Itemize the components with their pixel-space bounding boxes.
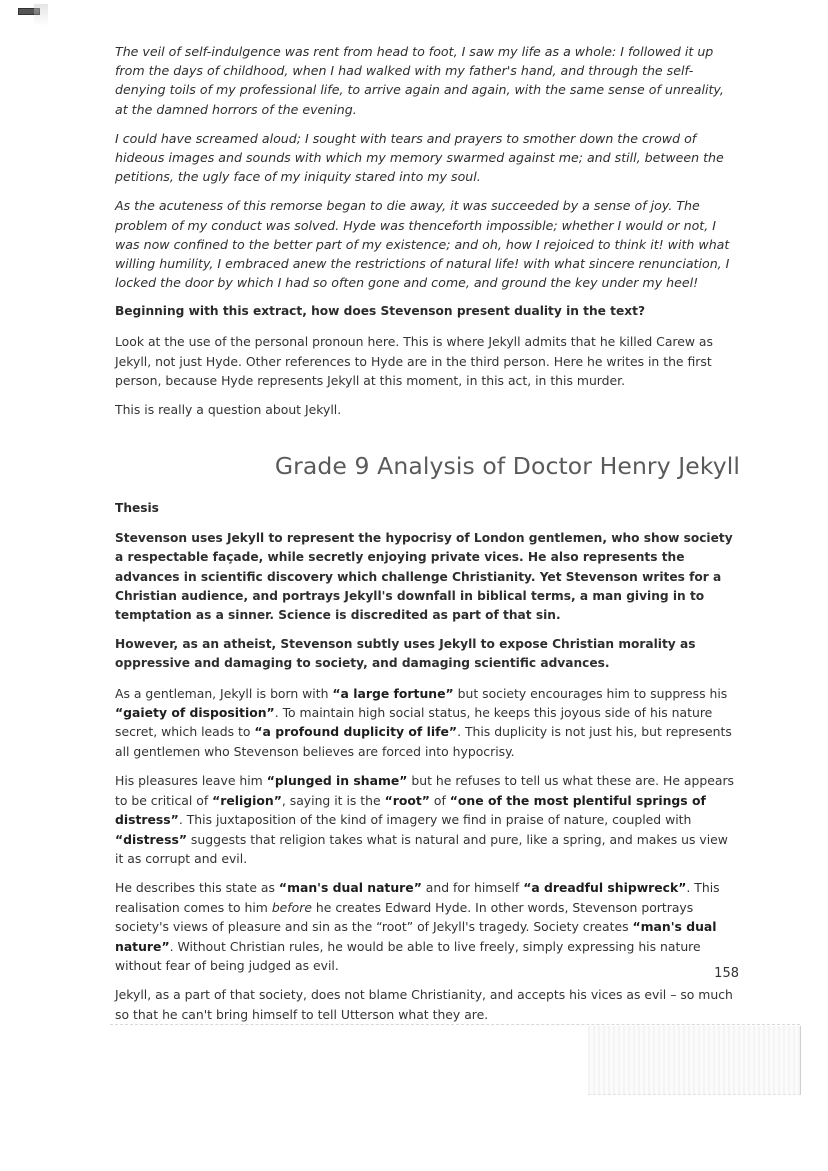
quotation: “man's dual nature”: [278, 880, 422, 896]
quotation: “distress”: [115, 831, 187, 847]
text-run: He describes this state as: [115, 880, 279, 896]
quotation: “man's dual nature”: [115, 919, 717, 954]
page-number: 158: [714, 966, 739, 981]
quotation: “religion”: [212, 792, 282, 808]
note-paragraph-2: This is really a question about Jekyll.: [115, 402, 342, 418]
text-run: he creates Edward Hyde. In other words, Stevenson portrays society's views of pleasure and sin as the “root” of Jekyll's tragedy. Society creates: [115, 899, 694, 935]
emphasis: before: [271, 899, 312, 915]
quotation: “gaiety of disposition”: [115, 705, 275, 721]
analysis-paragraph-4: Jekyll, as a part of that society, does not blame Christianity, and accepts his vices as evil – so much so that he can't bring himself to tell Utterson what they are.: [115, 987, 733, 1022]
text-run: and for himself: [421, 880, 524, 896]
quotation: “one of the most plentiful springs of distress”: [115, 792, 706, 828]
text-run: of: [429, 792, 450, 808]
quote-paragraph-3: As the acuteness of this remorse began to die away, it was succeeded by a sense of joy. The problem of my conduct was solved. Hyde was thenceforth impossible; whether I would or not, I was now confined to the better part of my existence; and oh, how I rejoiced to think it! with what willing humility, I embraced anew the restrictions of natural life! with what sincere renunciation, I locked the door by which I had so often gone and come, and ground the key under my heel!: [115, 198, 730, 291]
quote-paragraph-2: I could have screamed aloud; I sought with tears and prayers to smother down the crowd of hideous images and sounds with which my memory swarmed against me; and still, between the petitions, the ugly face of my iniquity stared into my soul.: [115, 130, 724, 185]
thesis-paragraph-2: However, as an atheist, Stevenson subtly uses Jekyll to expose Christian morality as oppressive and damaging to society, and damaging scientific advances.: [115, 637, 696, 671]
text-run: but he refuses to tell us what these are. He appears to be critical of: [115, 773, 734, 808]
text-run: , saying it is the: [281, 792, 385, 808]
quotation: “a profound duplicity of life”: [254, 724, 458, 740]
analysis-paragraph-3: [115, 878, 740, 975]
quotation: “a dreadful shipwreck”: [523, 880, 687, 896]
quotation: “a large fortune”: [332, 685, 454, 701]
quotation: “plunged in shame”: [266, 773, 408, 789]
text-run: . This duplicity is not just his, but represents all gentlemen who Stevenson believes are forced into hypocrisy.: [115, 724, 732, 759]
text-run: . This realisation comes to him: [115, 880, 720, 915]
page-content: [115, 42, 740, 1034]
text-run: . This juxtaposition of the kind of imagery we find in praise of nature, coupled with: [178, 812, 692, 828]
essay-question: Beginning with this extract, how does Stevenson present duality in the text?: [115, 304, 646, 319]
text-run: . Without Christian rules, he would be able to live freely, simply expressing his nature without fear of being judged as evil.: [115, 938, 701, 973]
quote-paragraph-1: The veil of self-indulgence was rent from head to foot, I saw my life as a whole: I followed it up from the days of childhood, when I had walked with my father's hand, and through the self-denying toils of my professional life, to arrive again and again, with the same sense of unreality, at the damned horrors of the evening.: [115, 44, 724, 117]
analysis-paragraph-2: [115, 771, 740, 868]
scan-artifact-patch: [588, 1026, 801, 1095]
text-run: His pleasures leave him: [115, 773, 267, 789]
text-run: . To maintain high social status, he keeps this joyous side of his nature secret, which leads to: [115, 705, 713, 740]
scan-artifact-smudge: [34, 4, 48, 26]
text-run: suggests that religion takes what is natural and pure, like a spring, and makes us view it as corrupt and evil.: [115, 831, 728, 866]
section-heading: Grade 9 Analysis of Doctor Henry Jekyll: [274, 452, 740, 481]
thesis-label: Thesis: [115, 501, 159, 516]
text-run: but society encourages him to suppress his: [453, 685, 728, 701]
quotation: “root”: [384, 792, 430, 808]
text-run: As a gentleman, Jekyll is born with: [115, 685, 333, 701]
analysis-paragraph-1: [115, 684, 740, 762]
note-paragraph-1: Look at the use of the personal pronoun here. This is where Jekyll admits that he killed Carew as Jekyll, not just Hyde. Other references to Hyde are in the third person. Here he writes in the first person, because Hyde represents Jekyll at this moment, in this act, in this murder.: [115, 334, 713, 388]
thesis-paragraph-1: Stevenson uses Jekyll to represent the hypocrisy of London gentlemen, who show society a respectable façade, while secretly enjoying private vices. He also represents the advances in scientific discovery which challenge Christianity. Yet Stevenson writes for a Christian audience, and portrays Jekyll's downfall in biblical terms, a man giving in to temptation as a sinner. Science is discredited as part of that sin.: [115, 531, 733, 623]
